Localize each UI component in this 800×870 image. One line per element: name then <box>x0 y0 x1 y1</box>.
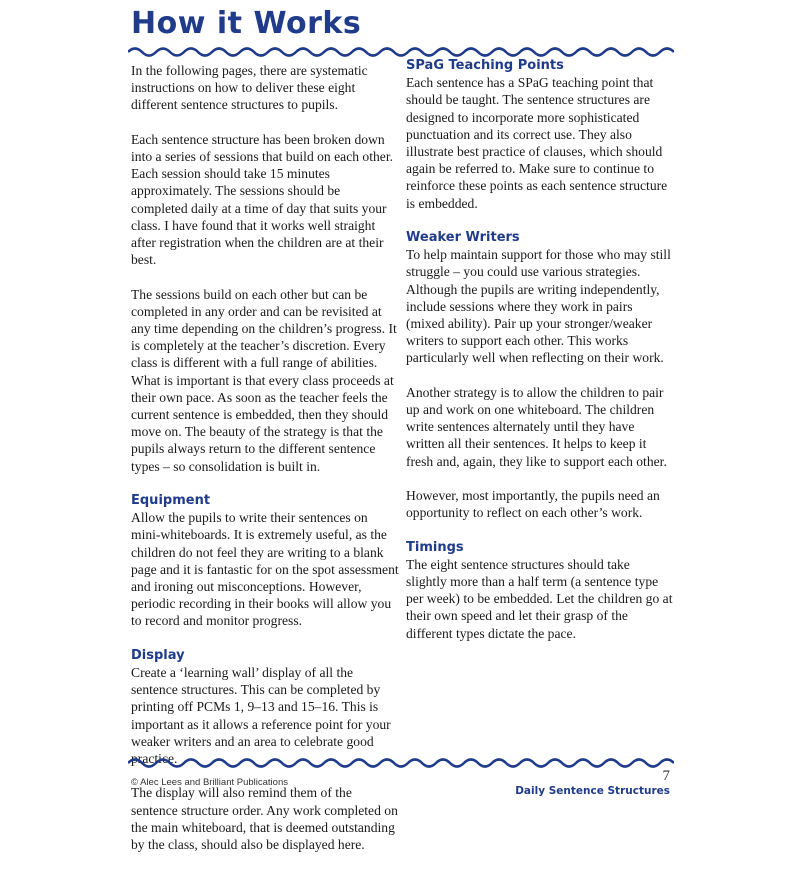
display-paragraph: The display will also remind them of the sentence structure order. Any work completed on the main whiteboard, that is deemed outstanding by the class, should also be displayed here. <box>131 785 398 853</box>
section-heading-spag: SPaG Teaching Points <box>406 58 564 73</box>
book-title: Daily Sentence Structures <box>515 785 670 797</box>
weaker-writers-paragraph: However, most importantly, the pupils need an opportunity to reflect on each other’s work. <box>406 488 660 521</box>
page-title: How it Works <box>131 6 362 41</box>
wave-divider-bottom <box>128 756 674 770</box>
right-column <box>406 57 674 659</box>
timings-paragraph: The eight sentence structures should take slightly more than a half term (a sentence type per week) to be embedded. Let the children go at their own speed and let their grasp of the different types dictate the pace. <box>406 556 673 641</box>
weaker-writers-paragraph: Another strategy is to allow the children to pair up and work on one whiteboard. The children write sentences alternately until they have written all their sentences. It helps to keep it fresh and, again, they like to support each other. <box>406 384 667 469</box>
section-heading-weaker-writers: Weaker Writers <box>406 230 520 246</box>
section-heading-timings: Timings <box>406 539 464 555</box>
page-number: 7 <box>662 768 670 784</box>
section-heading-equipment: Equipment <box>131 493 211 509</box>
intro-paragraph: In the following pages, there are systematic instructions on how to deliver these eight different sentence structures to pupils. <box>131 63 368 113</box>
weaker-writers-paragraph: To help maintain support for those who may still struggle – you could use various strategies. Although the pupils are writing independently, include sessions where they work in pairs (mixed ability). Pair up your stronger/weaker writers to support each other. This works particularly well when reflecting on their work. <box>406 247 671 366</box>
spag-paragraph: Each sentence has a SPaG teaching point that should be taught. The sentence structures are designed to incorporate more sophisticated punctuation and its correct use. They also illustrate best practice of clauses, which should again be referred to. Make sure to continue to reinforce these points as each sentence structure is embedded. <box>406 75 668 211</box>
section-heading-display: Display <box>131 647 185 663</box>
intro-paragraph: The sessions build on each other but can be completed in any order and can be revisited at any time depending on the children’s progress. It is completely at the teacher’s discretion. Every class is different with a full range of abilities. What is important is that every class proceeds at their own pace. As soon as the teacher feels the current sentence is embedded, then they should move on. The beauty of the strategy is that the pupils always return to the different sentence types – so consolidation is built in. <box>131 286 397 474</box>
left-column <box>131 62 399 870</box>
display-paragraph: Create a ‘learning wall’ display of all the sentence structures. This can be completed by printing off PCMs 1, 9–13 and 15–16. This is important as it allows a reference point for your weaker writers and an area to celebrate good practice. <box>131 665 391 767</box>
intro-paragraph: Each sentence structure has been broken down into a series of sessions that build on each other. Each session should take 15 minutes approximately. The sessions should be completed daily at a time of day that suits your class. I have found that it works well straight after registration when the children are at their best. <box>131 131 394 268</box>
equipment-paragraph: Allow the pupils to write their sentences on mini-whiteboards. It is extremely useful, as the children do not feel they are writing to a blank page and it is fantastic for on the spot assessment and ironing out misconceptions. However, periodic recording in their books will allow you to record and monitor progress. <box>131 510 399 629</box>
copyright-notice: © Alec Lees and Brilliant Publications <box>131 777 288 788</box>
